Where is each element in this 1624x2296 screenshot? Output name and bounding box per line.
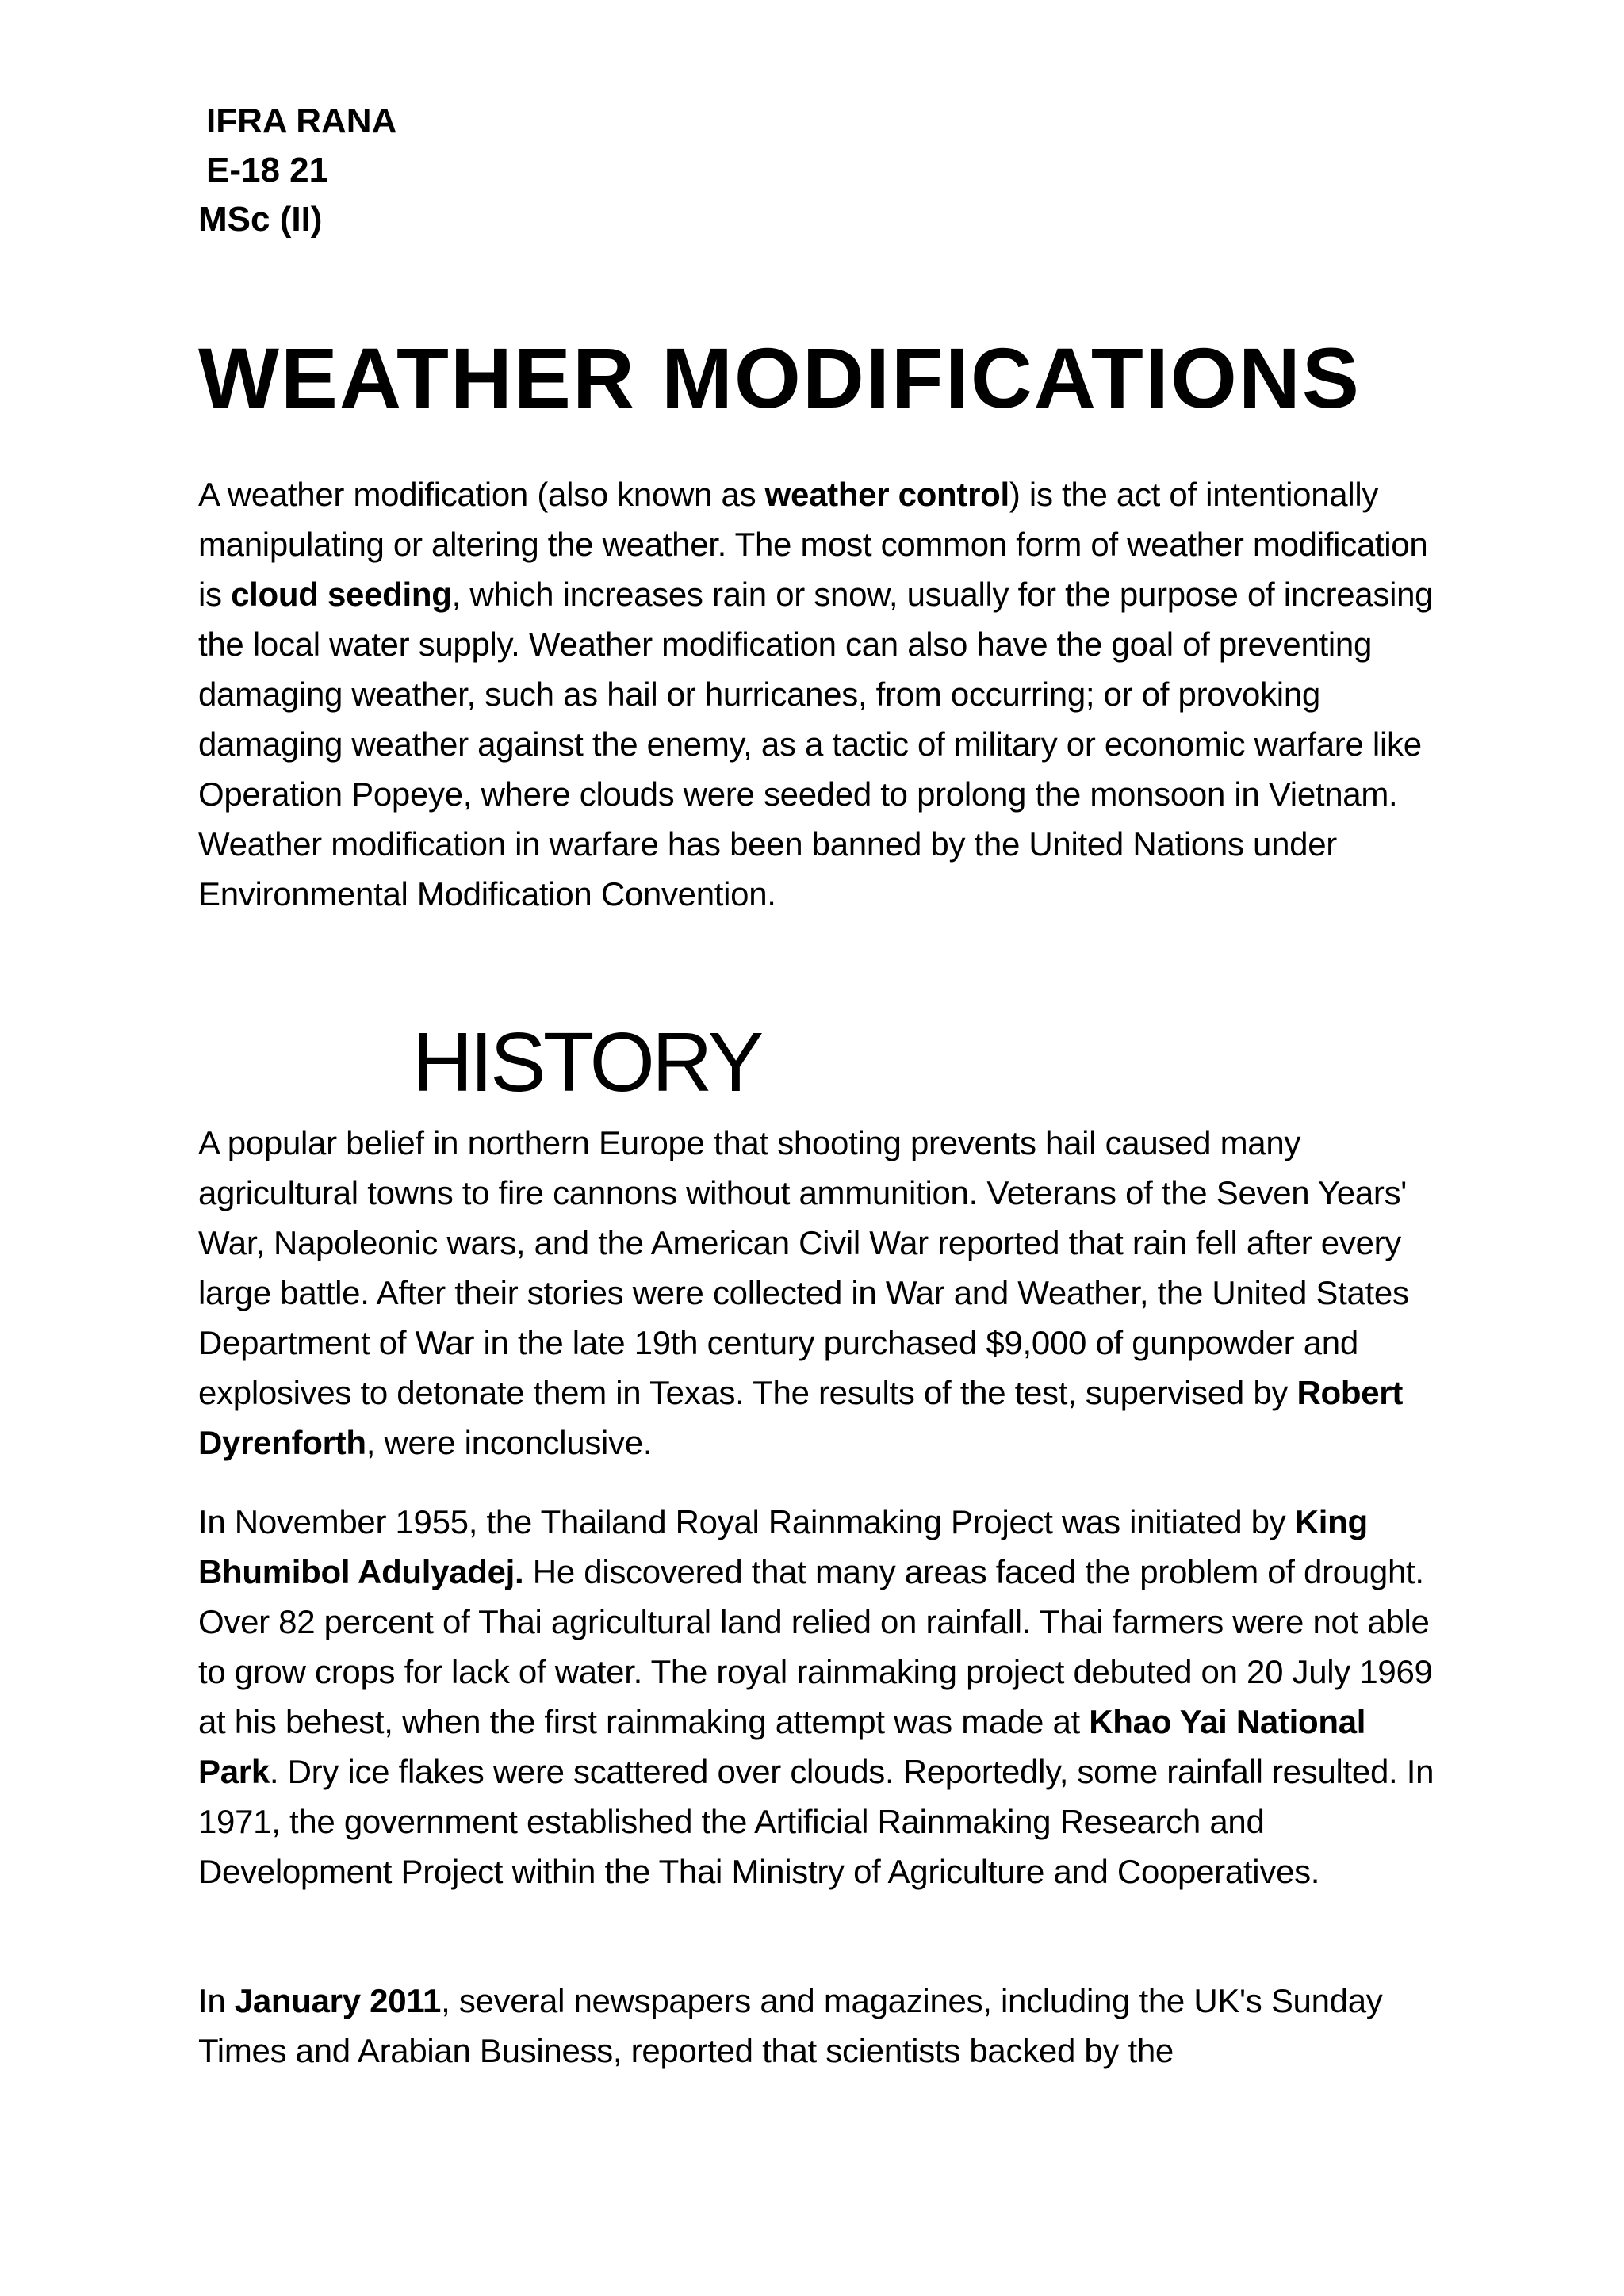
name-king-bhumibol: King Bhumibol Adulyadej. [198,1503,1368,1590]
intro-text-3: , which increases rain or snow, usually for the purpose of increasing the local water supply. Weather modification can also have the goal of preventing damaging weather, such as hail or hurricanes, from occurring; or of provoking damaging weather against the enemy, as a tactic of military or economic warfare like Operation Popeye, where clouds were seeded to prolong the monsoon in Vietnam. Weather modification in warfare has been banned by the United Nations under Environmental Modification Convention. [198,576,1434,913]
author-header [198,97,396,244]
history-p3-text-2: , several newspapers and magazines, including the UK's Sunday Times and Arabian Business, reported that scientists backed by the [198,1982,1383,2069]
history-p3-text-1: In [198,1982,235,2019]
intro-paragraph [198,469,1451,919]
history-p2-text-2: He discovered that many areas faced the problem of drought. Over 82 percent of Thai agricultural land relied on rainfall. Thai farmers were not able to grow crops for lack of water. The royal rainmaking project debuted on 20 July 1969 at his behest, when the first rainmaking attempt was made at [198,1553,1433,1740]
term-weather-control: weather control [764,476,1009,513]
roll-number: E-18 21 [206,151,329,189]
history-paragraph-2 [198,1497,1451,1896]
place-khao-yai: Khao Yai National Park [198,1703,1366,1790]
term-cloud-seeding: cloud seeding [231,576,452,613]
intro-text-2: ) is the act of intentionally manipulating or altering the weather. The most common form of weather modification is [198,476,1428,613]
name-robert-dyrenforth: Robert Dyrenforth [198,1374,1403,1461]
date-january-2011: January 2011 [234,1982,442,2019]
program-label: MSc (II) [198,200,323,239]
intro-text-1: A weather modification (also known as [198,476,765,513]
history-p1-text-1: A popular belief in northern Europe that shooting prevents hail caused many agricultural towns to fire cannons without ammunition. Veterans of the Seven Years' War, Napoleonic wars, and the American Civil War reported that rain fell after every large battle. After their stories were collected in War and Weather, the United States Department of War in the late 19th century purchased $9,000 of gunpowder and explosives to detonate them in Texas. The results of the test, supervised by [198,1124,1409,1411]
history-p1-text-2: , were inconclusive. [366,1424,653,1461]
history-p2-text-1: In November 1955, the Thailand Royal Rainmaking Project was initiated by [198,1503,1295,1540]
history-paragraph-1 [198,1118,1451,1468]
document-title: WEATHER MODIFICATIONS [198,330,1361,426]
history-p2-text-3: . Dry ice flakes were scattered over clouds. Reportedly, some rainfall resulted. In 1971, the government established the Artificial Rainmaking Research and Development Project within the Thai Ministry of Agriculture and Cooperatives. [198,1753,1434,1890]
history-paragraph-3 [198,1976,1451,2076]
history-heading: HISTORY [412,1016,761,1109]
author-name: IFRA RANA [206,101,397,140]
